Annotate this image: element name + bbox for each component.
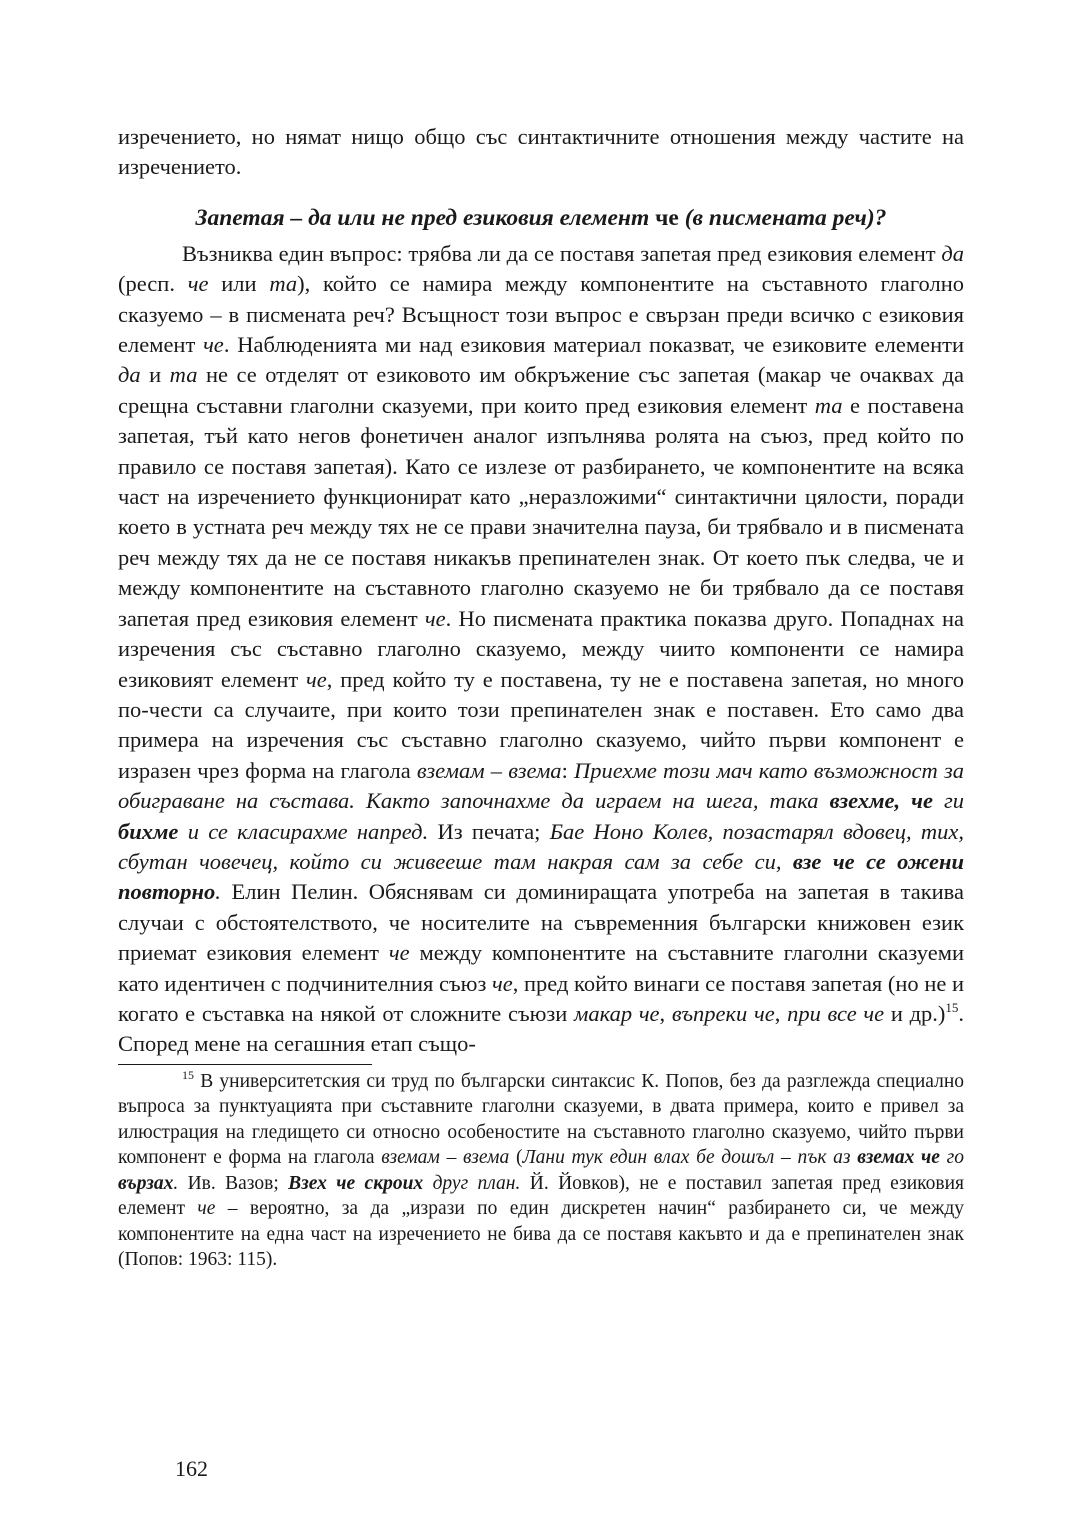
example-emphasis bbox=[118, 1173, 173, 1194]
text-run: е поставена запетая, тъй като негов фонетичен аналог изпълнява ролята на съюз, пред който по правило се поставя запетая). Като се излезе от разбирането, че компонентите на всяка част на изречението функционират като „неразложими“ синтактични цялости, поради което в устната реч между тях не се прави значителна пауза, би трябвало и в писмената реч между тях да не се поставя никакъв препинателен знак. От което пък следва, че и между компонентите на съставното глаголно сказуемо не би трябвало да се поставя запетая пред езиковия елемент bbox=[118, 392, 964, 631]
italic-term: та bbox=[269, 271, 298, 297]
italic-term: че bbox=[306, 666, 327, 692]
example-quote: Лани тук един влах бе дошъл – пък аз bbox=[522, 1147, 858, 1169]
example-emphasis-bold: Взех че скроих bbox=[288, 1172, 424, 1194]
italic-term: вземам – взема bbox=[416, 757, 562, 783]
text-run: не се отделят от езиковото им обкръжение със запетая (макар че очаквах да срещна съставни глаголни сказуеми, при които пред езиковия елемент bbox=[118, 362, 964, 418]
example-emphasis-bold: вързах bbox=[118, 1172, 174, 1194]
example-quote: Приехме този мач като възможност за обиграване на състава. Както започнахме да играем на шега, така bbox=[118, 757, 964, 814]
example-emphasis bbox=[857, 1147, 940, 1168]
text-run: Из печата; bbox=[428, 818, 550, 844]
text-run: . Но писмената практика показва друго. Попаднах на изречения със съставно глаголно сказуемо, между чиито компоненти се намира езиковият елемент bbox=[118, 605, 964, 692]
italic-term: да bbox=[118, 362, 141, 388]
example-quote: го bbox=[939, 1147, 965, 1169]
text-run: – вероятно, за да „изрази по един дискретен начин“ разбирането си, че между компонентите на една част на изречението не бива да се поставя какъвто и да е препинателен знак (Попов: 1963: 115). bbox=[118, 1198, 964, 1271]
example-quote: . bbox=[173, 1172, 179, 1194]
italic-term: при все че bbox=[787, 1000, 885, 1026]
italic-term: въпреки че bbox=[671, 1000, 775, 1026]
text-run: Елин Пелин. Обяснявам си доминиращата употреба на запетая в такива случаи с обстоятелството, че носителите на съвременния български книжовен език приемат езиковия елемент bbox=[118, 879, 964, 966]
italic-term: че bbox=[187, 271, 209, 297]
italic-term: та bbox=[814, 392, 843, 418]
italic-term: че bbox=[197, 1198, 216, 1220]
footnote-reference[interactable]: 15 bbox=[945, 999, 959, 1015]
text-run: : bbox=[561, 757, 575, 783]
example-quote: ги bbox=[932, 788, 965, 814]
example-quote: и се класирахме напред. bbox=[178, 818, 429, 844]
italic-term: вземам – взема bbox=[381, 1147, 510, 1169]
opening-paragraph: изречението, но нямат нищо общо със синтактичните отношения между частите на изречението. bbox=[118, 124, 964, 180]
text-run: (респ. bbox=[118, 271, 188, 297]
example-emphasis-bold: бихме bbox=[118, 818, 179, 844]
text-run: В университетския си труд по български синтаксис К. Попов, без да разглежда специално въпроса за пунктуацията при съставните глаголни сказуеми, в двата примера, които е привел за илюстрация на гледището си относно особеностите на съставното глаголно сказуемо, чийто първи компонент е форма на глагола bbox=[118, 1070, 964, 1169]
text-run: . Според мене на сегашния етап също- bbox=[118, 1000, 965, 1057]
heading-part1: Запетая – да или не пред езиковия елемент bbox=[195, 204, 656, 231]
italic-term: че bbox=[388, 940, 410, 966]
italic-term: че bbox=[424, 605, 446, 631]
example-emphasis-bold: взехме, че bbox=[829, 788, 933, 814]
text-run: ( bbox=[509, 1147, 523, 1169]
footnote-divider bbox=[118, 1064, 372, 1065]
italic-term: та bbox=[169, 362, 198, 388]
heading-part2: (в писмената реч)? bbox=[678, 204, 887, 231]
example-emphasis bbox=[118, 819, 178, 844]
text-run: , пред който ту е поставена, ту не е поставена запетая, но много по-чести са случаите, при които този препинателен знак е поставен. Ето само два примера на изречения със съставно глаголно сказуемо, чийто първи компонент е изразен чрез форма на глагола bbox=[118, 666, 964, 783]
example-quote: . bbox=[215, 879, 221, 905]
italic-term: че bbox=[491, 970, 513, 996]
text-run: ), който се намира между компонентите на съставното глаголно сказуемо – в писмената реч? Всъщност този въпрос е свързан преди всичко с езиковия елемент bbox=[118, 271, 964, 358]
heading-word: че bbox=[655, 204, 679, 231]
example-emphasis-bold: вземах че bbox=[857, 1147, 940, 1169]
example-emphasis-bold: взе че се ожени повторно bbox=[118, 848, 964, 905]
page-number: 162 bbox=[175, 1456, 208, 1481]
italic-term: че bbox=[203, 332, 224, 358]
italic-term: макар че bbox=[574, 1000, 660, 1026]
footnote-marker: 15 bbox=[182, 1067, 194, 1082]
text-run: , пред който винаги се поставя запетая (но не и когато е съставка на някой от сложните съюзи bbox=[118, 970, 965, 1026]
text-run: между компонентите на съставните глаголни сказуеми като идентичен с подчинителния съюз bbox=[118, 940, 964, 996]
main-paragraph bbox=[118, 239, 964, 1060]
text-run: Й. Йовков), не е поставил запетая пред езиковия елемент bbox=[118, 1172, 964, 1220]
footnote bbox=[118, 1069, 964, 1273]
italic-term: да bbox=[941, 240, 964, 266]
example-quote: Бае Ноно Колев, позастарял вдовец, тих, сбутан човечец, който си живееше там накрая сам за себе си, bbox=[118, 818, 965, 874]
text-run: и bbox=[140, 362, 170, 388]
example-emphasis bbox=[830, 788, 933, 813]
section-heading bbox=[118, 203, 964, 233]
text-run: . Наблюденията ми над езиковия материал показват, че езиковите елементи bbox=[223, 332, 964, 358]
text-run: Възниква един въпрос: трябва ли да се поставя запетая пред езиковия елемент bbox=[182, 240, 942, 266]
example-quote: друг план. bbox=[423, 1172, 521, 1194]
text-run: , bbox=[774, 1000, 788, 1026]
text-run: или bbox=[208, 271, 270, 297]
text-run: , bbox=[659, 1000, 672, 1026]
example-emphasis bbox=[288, 1173, 423, 1194]
page-content bbox=[118, 122, 964, 1273]
text-run: Ив. Вазов; bbox=[178, 1172, 289, 1194]
text-run: и др.) bbox=[884, 1000, 946, 1026]
